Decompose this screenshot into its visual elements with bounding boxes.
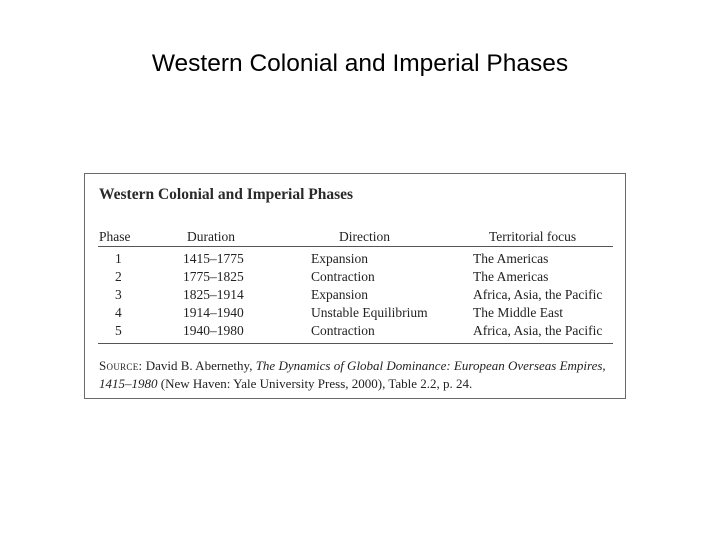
header-direction: Direction	[339, 229, 390, 244]
table-figure	[84, 173, 626, 399]
cell-phase: 2	[115, 269, 122, 284]
cell-duration: 1940–1980	[183, 323, 244, 338]
cell-duration: 1775–1825	[183, 269, 244, 284]
source-author: David B. Abernethy,	[145, 358, 253, 373]
source-publication: (New Haven: Yale University Press, 2000), Table 2.2, p. 24.	[160, 376, 473, 391]
cell-territory: The Americas	[473, 251, 549, 266]
source-book-title: The Dynamics of Global Dominance: European Overseas Empires, 1415–1980	[99, 358, 606, 391]
source-label: Source:	[99, 358, 143, 373]
source-note	[99, 357, 614, 393]
cell-duration: 1914–1940	[183, 305, 244, 320]
header-duration: Duration	[187, 229, 235, 244]
cell-direction: Expansion	[311, 251, 368, 266]
cell-territory: The Middle East	[473, 305, 563, 320]
cell-direction: Contraction	[311, 269, 375, 284]
cell-direction: Contraction	[311, 323, 375, 338]
slide-title: Western Colonial and Imperial Phases	[151, 50, 569, 77]
cell-phase: 1	[115, 251, 122, 266]
cell-phase: 3	[115, 287, 122, 302]
cell-territory: Africa, Asia, the Pacific	[473, 323, 603, 338]
footer-rule	[98, 343, 613, 344]
cell-duration: 1825–1914	[183, 287, 244, 302]
cell-direction: Unstable Equilibrium	[311, 305, 428, 320]
cell-phase: 5	[115, 323, 122, 338]
cell-duration: 1415–1775	[183, 251, 244, 266]
table-title: Western Colonial and Imperial Phases	[99, 186, 354, 203]
header-territorial-focus: Territorial focus	[489, 229, 577, 244]
header-rule	[98, 246, 613, 247]
cell-territory: Africa, Asia, the Pacific	[473, 287, 603, 302]
cell-territory: The Americas	[473, 269, 549, 284]
header-phase: Phase	[99, 229, 131, 244]
cell-direction: Expansion	[311, 287, 368, 302]
cell-phase: 4	[115, 305, 122, 320]
